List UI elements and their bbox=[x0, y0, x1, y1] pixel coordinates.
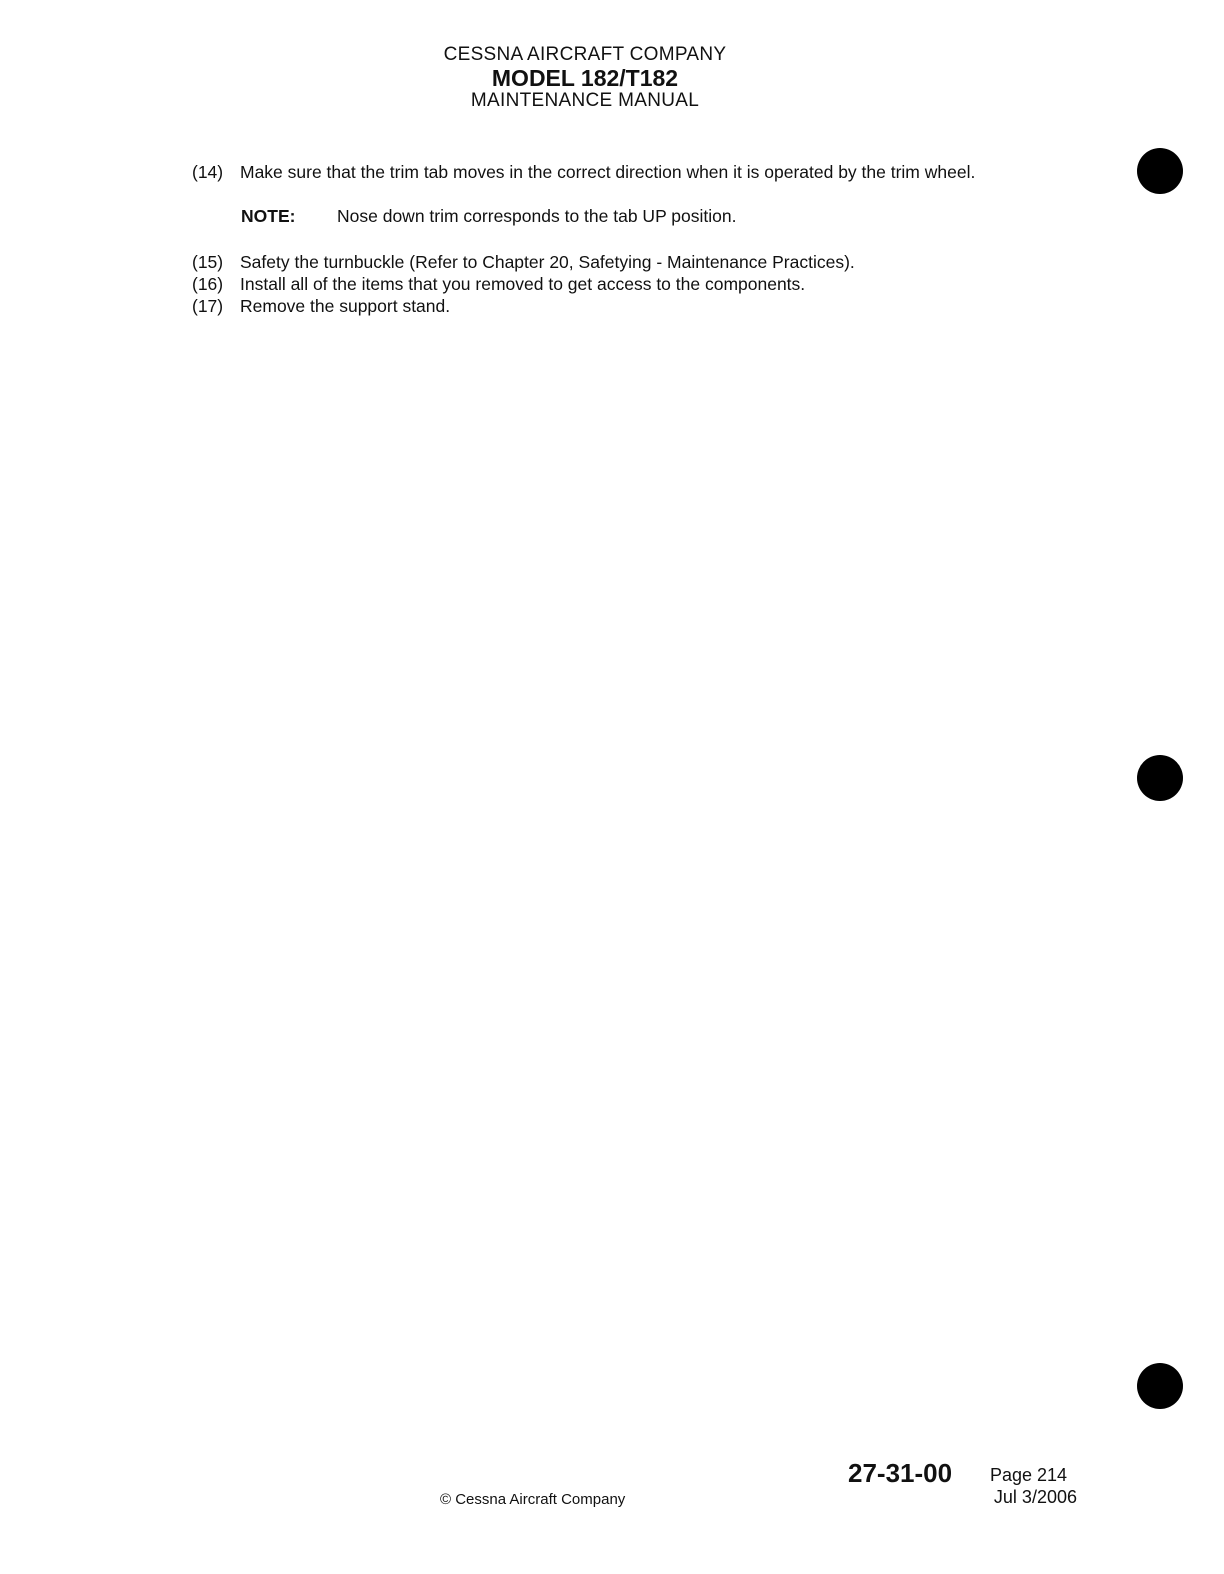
step-17 bbox=[192, 295, 450, 317]
binder-hole-top bbox=[1137, 148, 1183, 194]
step-number: (15) bbox=[192, 252, 224, 272]
note bbox=[241, 205, 736, 227]
step-15 bbox=[192, 251, 855, 273]
step-number: (14) bbox=[192, 162, 224, 182]
section-code: 27-31-00 bbox=[848, 1458, 953, 1488]
binder-hole-bottom bbox=[1137, 1363, 1183, 1409]
note-text: Nose down trim corresponds to the tab UP position. bbox=[337, 206, 737, 226]
step-16 bbox=[192, 273, 805, 295]
binder-hole-middle bbox=[1137, 755, 1183, 801]
step-number: (17) bbox=[192, 296, 224, 316]
page-number: Page 214 bbox=[990, 1465, 1068, 1485]
revision-date: Jul 3/2006 bbox=[993, 1487, 1077, 1507]
step-text: Make sure that the trim tab moves in the correct direction when it is operated by the trim wheel. bbox=[240, 162, 976, 182]
company-name: CESSNA AIRCRAFT COMPANY bbox=[443, 44, 727, 65]
copyright: © Cessna Aircraft Company bbox=[440, 1491, 626, 1508]
step-text: Safety the turnbuckle (Refer to Chapter 20, Safetying - Maintenance Practices). bbox=[240, 252, 855, 272]
step-text: Remove the support stand. bbox=[240, 296, 451, 316]
model-title: MODEL 182/T182 bbox=[491, 65, 679, 91]
step-14 bbox=[192, 161, 975, 183]
note-label: NOTE: bbox=[241, 206, 296, 226]
manual-title: MAINTENANCE MANUAL bbox=[470, 90, 700, 111]
step-text: Install all of the items that you removed to get access to the components. bbox=[240, 274, 806, 294]
page-header bbox=[0, 44, 1170, 112]
step-number: (16) bbox=[192, 274, 224, 294]
